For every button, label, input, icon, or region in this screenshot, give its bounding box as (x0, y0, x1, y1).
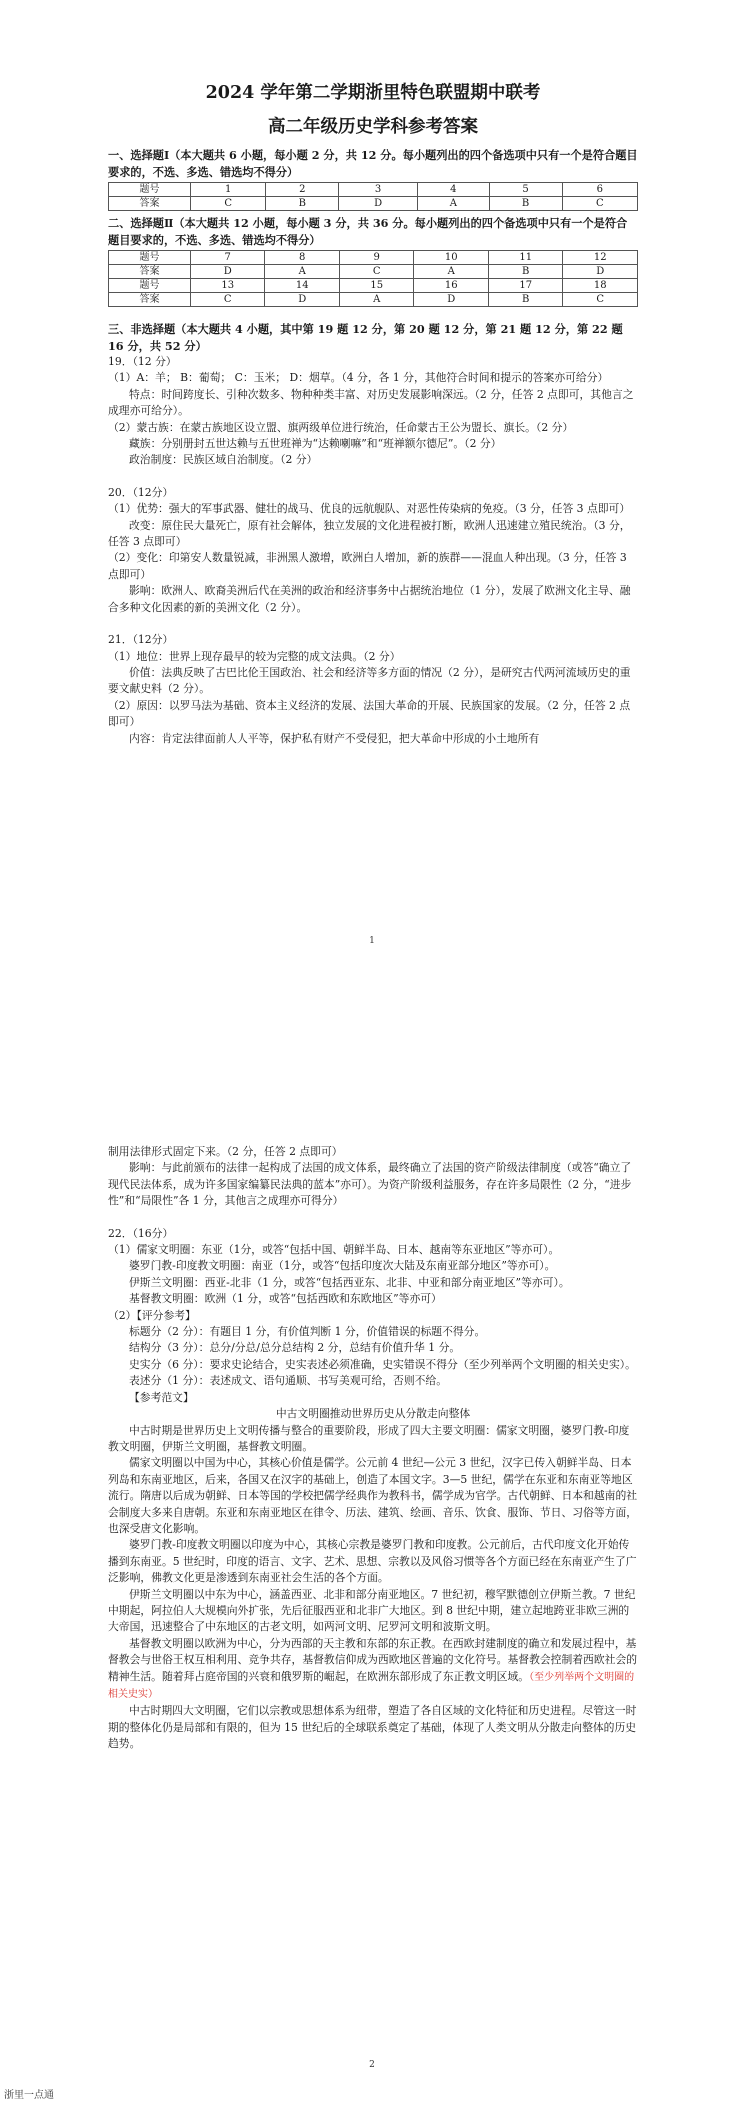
row-label-number: 题号 (109, 183, 191, 197)
essay-text: 基督教文明圈以欧洲为中心，分为西部的天主教和东部的东正教。在西欧封建制度的确立和发展过程中，基督教会与世俗王权互相利用、竞争共存，基督教信仰成为西欧地区普遍的文化符号。基督教会控制着西欧社会的精神生活。随着拜占庭帝国的兴衰和俄罗斯的崛起，在欧洲东部形成了东正教文明区域。 (108, 1636, 638, 1683)
q20-part2: （2）变化：印第安人数量锐减，非洲黑人激增，欧洲白人增加，新的族群——混血人种出现。（3 分，任答 3 点即可） (108, 551, 627, 581)
section-three-heading: 三、非选择题（本大题共 4 小题，其中第 19 题 12 分，第 20 题 12 分，第 21 题 12 分，第 22 题 16 分，共 52 分） (108, 322, 623, 353)
table-row (109, 293, 638, 307)
q19-features: 特点：时间跨度长、引种次数多、物种种类丰富、对历史发展影响深远。（2 分，任答 2 点即可，其他言之成理亦可给分）。 (108, 387, 634, 418)
row-label-number: 题号 (109, 251, 191, 265)
q19-heading: 19．（12 分） (108, 355, 177, 368)
q20-impact: 影响：欧洲人、欧裔美洲后代在美洲的政治和经济事务中占据统治地位（1 分），发展了欧洲文化主导、融合多种文化因素的新的美洲文化（2 分）。 (108, 584, 631, 614)
q20-change: 改变：原住民大量死亡，原有社会解体，独立发展的文化进程被打断，欧洲人迅速建立殖民统治。（3 分，任答 3 点即可） (108, 518, 631, 549)
essay-paragraph: 婆罗门教-印度教文明圈以印度为中心，其核心宗教是婆罗门教和印度教。公元前后，古代印度文化开始传播到东南亚。5 世纪时，印度的语言、文字、艺术、思想、宗教以及风俗习惯等各个方面已经在东南亚产生了广泛影响，佛教文化更是渗透到东南亚社会生活的各个方面。 (108, 1538, 637, 1585)
table-cell: 8 (265, 251, 340, 265)
table-cell: 9 (339, 251, 414, 265)
table-cell: 3 (339, 183, 418, 197)
table-cell: 4 (417, 183, 489, 197)
table-cell: C (562, 197, 637, 211)
page-two-content (108, 1144, 638, 1753)
table-cell: 6 (562, 183, 637, 197)
row-label-answer: 答案 (109, 293, 191, 307)
table-cell: 16 (414, 279, 489, 293)
table-cell: D (190, 265, 265, 279)
q22-heading: 22．（16分） (108, 1226, 174, 1240)
q22-title-score: 标题分（2 分）：有题目 1 分，有价值判断 1 分，价值错误的标题不得分。 (129, 1325, 486, 1339)
table-cell: 15 (339, 279, 414, 293)
table-cell: 5 (489, 183, 562, 197)
table-cell: D (339, 197, 418, 211)
q20-heading: 20．（12分） (108, 485, 174, 499)
section-one-heading: 一、选择题Ⅰ（本大题共 6 小题，每小题 2 分，共 12 分。每小题列出的四个备选项中只有一个是符合题目要求的，不选、多选、错选均不得分） (108, 148, 638, 179)
q21-part1: （1）地位：世界上现存最早的较为完整的成文法典。（2 分） (108, 649, 401, 663)
essay-paragraph: 中古时期四大文明圈，它们以宗教或思想体系为纽带，塑造了各自区域的文化特征和历史进程。尽管这一时期的整体化仍是局部和有限的，但为 15 世纪后的全球联系奠定了基础，体现了人类文明从分散走向整体的历史趋势。 (108, 1704, 637, 1751)
table-cell: 1 (190, 183, 265, 197)
table-row (109, 183, 638, 197)
q21-value: 价值：法典反映了古巴比伦王国政治、社会和经济等多方面的情况（2 分），是研究古代两河流域历史的重要文献史料（2 分）。 (108, 665, 631, 696)
essay-red-note: （至少列举两个文明圈的相关史实） (108, 1671, 635, 1700)
table-cell: A (417, 197, 489, 211)
q21-part2: （2）原因：以罗马法为基础、资本主义经济的发展、法国大革命的开展、民族国家的发展。（2 分，任答 2 点即可） (108, 698, 631, 729)
table-cell: B (489, 197, 562, 211)
table-cell: B (266, 197, 339, 211)
essay-paragraph: 儒家文明圈以中国为中心，其核心价值是儒学。公元前 4 世纪—公元 3 世纪，汉字已传入朝鲜半岛、日本列岛和东南亚地区，后来，各国又在汉字的基础上，创造了本国文字。3—5 世纪，儒学在东亚和东南亚等地区流行。隋唐以后成为朝鲜、日本等国的学校把儒学经典作为教科书，儒学成为官学。古代朝鲜、日本和越南的社会制度大多来自唐朝。东亚和东南亚地区在律令、历法、建筑、绘画、音乐、饮食、服饰、节日、习俗等方面，也深受唐文化影响。 (108, 1456, 638, 1535)
q19-part1: （1）A：羊； B：葡萄； C：玉米； D：烟草。（4 分，各 1 分，其他符合时间和提示的答案亦可给分） (108, 371, 609, 385)
table-cell: 10 (414, 251, 489, 265)
table-cell: A (339, 293, 414, 307)
q21-content-cont: 制用法律形式固定下来。（2 分，任答 2 点即可） (108, 1145, 343, 1158)
table-cell: B (488, 293, 563, 307)
page-two (0, 1052, 744, 2104)
q19-part2: （2）蒙古族：在蒙古族地区设立盟、旗两级单位进行统治，任命蒙古王公为盟长、旗长。（2 分） (108, 420, 574, 434)
answer-table-2 (108, 250, 638, 307)
exam-subtitle: 高二年级历史学科参考答案 (268, 117, 478, 137)
footer-watermark: 浙里一点通 (4, 2090, 54, 2101)
table-cell: 13 (190, 279, 265, 293)
q22-confucian: （1）儒家文明圈：东亚（1分，或答“包括中国、朝鲜半岛、日本、越南等东亚地区”等亦可）。 (108, 1243, 560, 1257)
table-cell: B (488, 265, 563, 279)
q22-part2: （2）【评分参考】 (108, 1308, 196, 1322)
page-number-1: 1 (369, 936, 375, 946)
essay-title: 中古文明圈推动世界历史从分散走向整体 (275, 1407, 471, 1421)
q19-tibetan: 藏族：分别册封五世达赖与五世班禅为“达赖喇嘛”和“班禅额尔德尼”。（2 分） (129, 437, 502, 451)
q22-sample-label: 【参考范文】 (129, 1390, 194, 1404)
table-row (109, 251, 638, 265)
table-row (109, 197, 638, 211)
table-cell: 12 (563, 251, 638, 265)
q22-fact-score: 史实分（6 分）：要求史论结合，史实表述必须准确，史实错误不得分（至少列举两个文明圈的相关史实）。 (129, 1357, 636, 1371)
row-label-answer: 答案 (109, 265, 191, 279)
table-cell: 11 (488, 251, 563, 265)
q22-structure-score: 结构分（3 分）：总分/分总/总分总结构 2 分，总结有价值升华 1 分。 (129, 1341, 461, 1355)
table-cell: 7 (190, 251, 265, 265)
table-cell: A (414, 265, 489, 279)
q21-heading: 21．（12分） (108, 633, 174, 647)
table-cell: 14 (265, 279, 340, 293)
table-cell: C (190, 293, 265, 307)
essay-paragraph (108, 1636, 638, 1704)
essay-paragraph: 伊斯兰文明圈以中东为中心，涵盖西亚、北非和部分南亚地区。7 世纪初，穆罕默德创立伊斯兰教。7 世纪中期起，阿拉伯人大规模向外扩张，先后征服西亚和北非广大地区。到 8 世纪中期，建立起地跨亚非欧三洲的大帝国，迅速整合了中东地区的古老文明，如两河文明、尼罗河文明和波斯文明。 (108, 1587, 636, 1634)
table-cell: 18 (563, 279, 638, 293)
table-cell: 2 (266, 183, 339, 197)
q21-content: 内容：肯定法律面前人人平等，保护私有财产不受侵犯，把大革命中形成的小土地所有 (129, 731, 540, 745)
essay-paragraph: 中古时期是世界历史上文明传播与整合的重要阶段，形成了四大主要文明圈：儒家文明圈，婆罗门教-印度教文明圈，伊斯兰文明圈，基督教文明圈。 (108, 1423, 630, 1453)
table-row (109, 265, 638, 279)
page-number-2: 2 (369, 2060, 375, 2070)
answer-table-1 (108, 182, 638, 211)
q20-part1: （1）优势：强大的军事武器、健壮的战马、优良的远航舰队、对恶性传染病的免疫。（3 分，任答 3 点即可） (108, 502, 631, 516)
table-cell: A (265, 265, 340, 279)
table-cell: C (339, 265, 414, 279)
q21-impact: 影响：与此前颁布的法律一起构成了法国的成文体系，最终确立了法国的资产阶级法律制度（或答“确立了现代民法体系，成为许多国家编纂民法典的蓝本”亦可）。为资产阶级利益服务，存在许多局限性（2 分，“进步性”和“局限性”各 1 分，其他言之成理亦可得分） (108, 1161, 632, 1208)
row-label-answer: 答案 (109, 197, 191, 211)
exam-title: 2024 学年第二学期浙里特色联盟期中联考 (205, 83, 541, 103)
table-row (109, 279, 638, 293)
q22-christian: 基督教文明圈：欧洲（1 分，或答“包括西欧和东欧地区”等亦可） (129, 1292, 442, 1306)
q22-expression-score: 表述分（1 分）：表述成文、语句通顺、书写美观可给，否则不给。 (129, 1374, 448, 1388)
section-two-heading: 二、选择题Ⅱ（本大题共 12 小题，每小题 3 分，共 36 分。每小题列出的四个备选项中只有一个是符合题目要求的，不选、多选、错选均不得分） (108, 216, 628, 247)
table-cell: 17 (488, 279, 563, 293)
q19-system: 政治制度：民族区域自治制度。（2 分） (129, 453, 318, 467)
table-cell: C (190, 197, 265, 211)
table-cell: D (414, 293, 489, 307)
table-cell: D (265, 293, 340, 307)
row-label-number: 题号 (109, 279, 191, 293)
table-cell: D (563, 265, 638, 279)
q22-islamic: 伊斯兰文明圈：西亚-北非（1 分，或答“包括西亚东、北非、中亚和部分南亚地区”等亦可）。 (129, 1275, 570, 1289)
q22-hindu: 婆罗门教-印度教文明圈：南亚（1分，或答“包括印度次大陆及东南亚部分地区”等亦可）。 (129, 1259, 556, 1273)
page-one-content (108, 82, 638, 747)
table-cell: C (563, 293, 638, 307)
